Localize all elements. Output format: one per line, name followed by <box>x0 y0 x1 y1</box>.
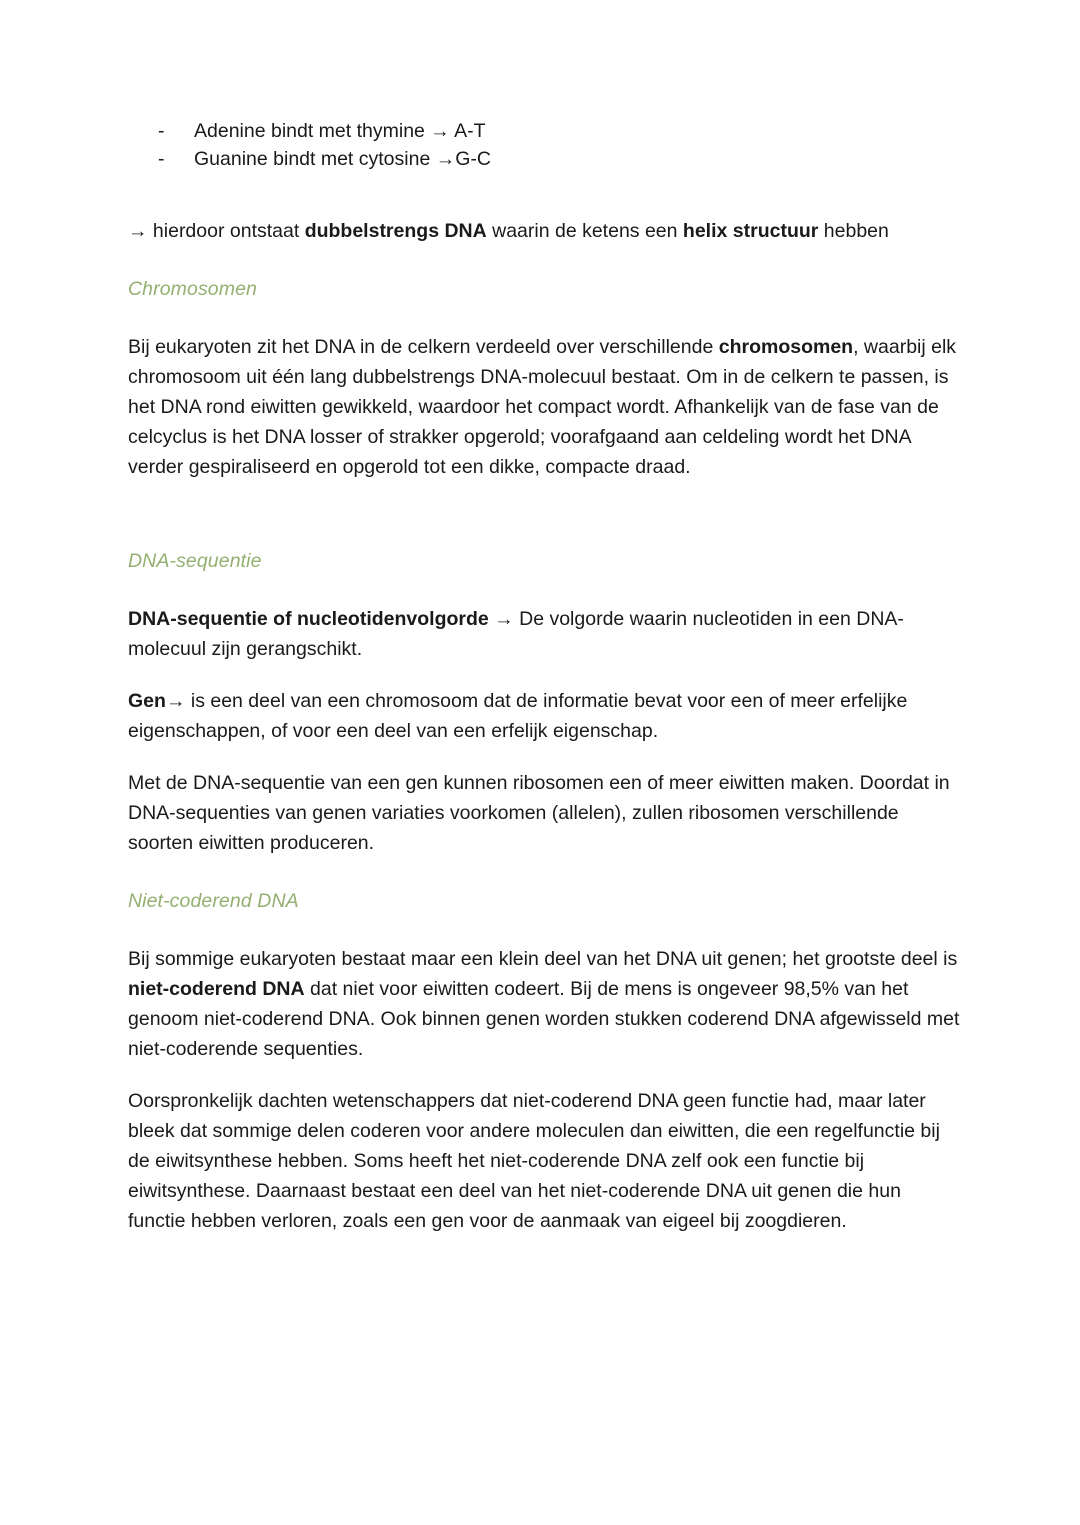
paragraph-bold-dna-sequentie: DNA-sequentie of nucleotidenvolgorde <box>128 608 489 630</box>
spacer <box>128 914 960 944</box>
spacer <box>128 246 960 276</box>
spacer <box>128 1064 960 1086</box>
intro-bold-helix: helix structuur <box>682 220 819 242</box>
spacer <box>128 174 960 216</box>
intro-arrow-lead: → hierdoor ontstaat <box>128 220 305 242</box>
paragraph-tail: dat niet voor eiwitten codeert. Bij de mens is ongeveer 98,5% van het genoom niet-coderend DNA. Ook binnen genen worden stukken coderend DNA afgewisseld met niet-coderende sequenties. <box>128 978 960 1060</box>
spacer <box>128 746 960 768</box>
paragraph-oorspronkelijk: Oorspronkelijk dachten wetenschappers dat niet-coderend DNA geen functie had, maar later bleek dat sommige delen coderen voor andere moleculen dan eiwitten, die een regelfunctie bij de eiwitsynthese hebben. Soms heeft het niet-coderende DNA zelf ook een functie bij eiwitsynthese. Daarnaast bestaat een deel van het niet-coderende DNA uit genen die hun functie hebben verloren, zoals een gen voor de aanmaak van eigeel bij zoogdieren. <box>128 1090 940 1232</box>
paragraph-gen-definitie <box>128 686 960 746</box>
base-pair-list <box>128 118 960 172</box>
list-item-label: Adenine bindt met thymine → A-T <box>194 120 486 142</box>
spacer <box>128 664 960 686</box>
paragraph-chromosomen <box>128 332 960 482</box>
document-body <box>128 118 960 1236</box>
bullet-dash-icon: - <box>158 148 165 170</box>
paragraph-bold-niet-coderend-dna: niet-coderend DNA <box>128 978 305 1000</box>
intro-bold-dubbelstrengs: dubbelstrengs DNA <box>304 220 487 242</box>
paragraph-tail: → De volgorde waarin nucleotiden in een DNA-molecuul zijn gerangschikt. <box>128 608 904 660</box>
paragraph-tail: → is een deel van een chromosoom dat de informatie bevat voor een of meer erfelijke eigenschappen, of voor een deel van een erfelijk eigenschap. <box>128 690 908 742</box>
intro-middle: waarin de ketens een <box>486 220 683 242</box>
spacer <box>128 302 960 332</box>
spacer <box>128 858 960 888</box>
section-heading-chromosomen: Chromosomen <box>128 278 257 300</box>
paragraph-bold-gen: Gen <box>128 690 166 712</box>
paragraph-bold-chromosomen: chromosomen <box>718 336 854 358</box>
section-heading-dna-sequentie: DNA-sequentie <box>128 550 262 572</box>
intro-paragraph <box>128 216 960 246</box>
paragraph-niet-coderend <box>128 944 960 1064</box>
paragraph-tail: , waarbij elk chromosoom uit één lang dubbelstrengs DNA-molecuul bestaat. Om in de celkern te passen, is het DNA rond eiwitten gewikkeld, waardoor het compact wordt. Afhankelijk van de fase van de celcyclus is het DNA losser of strakker opgerold; voorafgaand aan celdeling wordt het DNA verder gespiraliseerd en opgerold tot een dikke, compacte draad. <box>128 336 957 478</box>
intro-tail: hebben <box>818 220 889 242</box>
list-item <box>128 146 960 172</box>
paragraph-ribosomen: Met de DNA-sequentie van een gen kunnen ribosomen een of meer eiwitten maken. Doordat in DNA-sequenties van genen variaties voorkomen (allelen), zullen ribosomen verschillende soorten eiwitten produceren. <box>128 772 950 854</box>
bullet-dash-icon: - <box>158 120 165 142</box>
paragraph-lead: Bij sommige eukaryoten bestaat maar een klein deel van het DNA uit genen; het grootste deel is <box>128 948 958 970</box>
spacer <box>128 482 960 548</box>
list-item <box>128 118 960 144</box>
list-item-label: Guanine bindt met cytosine →G-C <box>194 148 491 170</box>
paragraph-dna-sequentie-definitie <box>128 604 960 664</box>
spacer <box>128 574 960 604</box>
paragraph-lead: Bij eukaryoten zit het DNA in de celkern verdeeld over verschillende <box>128 336 719 358</box>
section-heading-niet-coderend-dna: Niet-coderend DNA <box>128 890 299 912</box>
